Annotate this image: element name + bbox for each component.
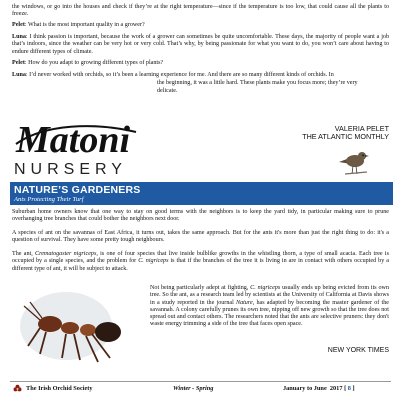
footer-season: Winter - Spring	[173, 385, 214, 392]
page-bracket: ]	[352, 385, 355, 392]
nursery-logo	[14, 114, 140, 162]
page-number: 8	[347, 385, 351, 392]
answer-text: : I’d never worked with orchids, so it’s been a learning experience for me. And there are so many different kinds of orchids. In	[25, 72, 334, 78]
article-paragraph	[12, 209, 389, 224]
footer-divider	[10, 381, 391, 382]
footer-dates-page	[283, 385, 355, 392]
source-credit: NEW YORK TIMES	[327, 347, 389, 354]
article-paragraph	[12, 4, 389, 19]
paragraph-text: the windows, or go into the houses and check if they’re at the right temperature—since if the temperature is too low, that could cause all the plants to freeze.	[12, 4, 389, 18]
journal-name: Nature	[236, 299, 253, 306]
paragraph-text: A species of ant on the savannas of East Africa, it turns out, takes the same approach. But for the ants it's more than just the right thing to do: it's a question of survival. They have some pretty tough neighbours.	[12, 230, 389, 244]
paragraph-text: is that if the branches of the tree it is living in are in contact with others occupied by a different type of ant, it will be subject to attack.	[12, 258, 389, 272]
paragraph-text: Suburban home owners know that one way to stay on good terms with the neighbors is to keep the yard tidy, in particular making sure to prune overhanging tree branches that could bother the neighbors next door.	[12, 209, 389, 223]
paragraph-text: , has adapted by becoming the master gardener of the savannah. A colony carefully prunes its own tree, nipping off new growth so that the tree does not spread out and contact others. The researchers noted that the ants are selective pruners: they don't waste energy trimming a side of the tree that faces open space.	[150, 299, 389, 328]
ant-photo	[10, 284, 146, 376]
section-banner	[10, 182, 393, 205]
speaker-label: Luna	[12, 72, 26, 78]
answer-continued	[157, 80, 389, 87]
species-name: Crematogaster nigriceps	[35, 251, 97, 257]
interview-question	[12, 60, 389, 67]
footer-org: The Irish Orchid Society	[26, 385, 93, 392]
interview-answer	[12, 34, 389, 56]
species-name: C. nigriceps	[138, 258, 169, 265]
speaker-label: Luna	[12, 34, 26, 40]
credit-source: THE ATLANTIC MONTHLY	[302, 132, 389, 142]
interview-answer	[12, 72, 389, 79]
speaker-label: Pelet	[12, 60, 25, 66]
question-text: : What is the most important quality in a grower?	[24, 22, 145, 28]
article-paragraph	[12, 251, 389, 273]
answer-text: delicate.	[157, 88, 178, 94]
page-bracket: [	[344, 385, 347, 392]
paragraph-text: , is one of four species that live inside bulblike growths in the whistling thorn, a type of small acacia. Each tree is occupied by a single species, and the problem for	[12, 251, 389, 265]
logo-script-text: Matoni	[16, 119, 131, 161]
bird-icon	[337, 144, 371, 178]
logo-word: NURSERY	[14, 161, 127, 178]
orchid-icon	[13, 384, 22, 393]
footer-dates: January to June 2017	[283, 385, 343, 392]
species-name: C. nigriceps	[250, 285, 281, 291]
answer-text: : I think passion is important, because the work of a grower can sometimes be quite uncomfortable. These days, the majority of people want a job that’s indoors, since the weather can be very hot or very cold. That’s why, by being passionate for what you want to do, you won’t care about having to endure different types of climate.	[12, 34, 389, 55]
answer-continued	[157, 88, 389, 95]
paragraph-text: The ant,	[12, 251, 36, 257]
article-paragraph	[150, 285, 389, 329]
section-subtitle: Ants Protecting Their Turf	[14, 195, 84, 203]
question-text: : How do you adapt to growing different types of plants?	[24, 60, 164, 66]
credit-name: VALERIA PELET	[334, 124, 389, 133]
article-paragraph	[12, 230, 389, 245]
paragraph-text: usually ends up being evicted from its own tree. So the ant, as a research team led by scientists at the University of California at Davis shows in a study reported in the journal	[150, 285, 389, 306]
source-credit	[302, 125, 389, 142]
section-title: NATURE’S GARDENERS	[14, 184, 141, 196]
paragraph-text: Not being particularly adept at fighting,	[150, 285, 251, 291]
interview-question	[12, 22, 389, 29]
speaker-label: Pelet	[12, 22, 25, 28]
answer-text: the beginning, it was a little hard. These plants make you focus more; they’re very	[157, 80, 358, 86]
